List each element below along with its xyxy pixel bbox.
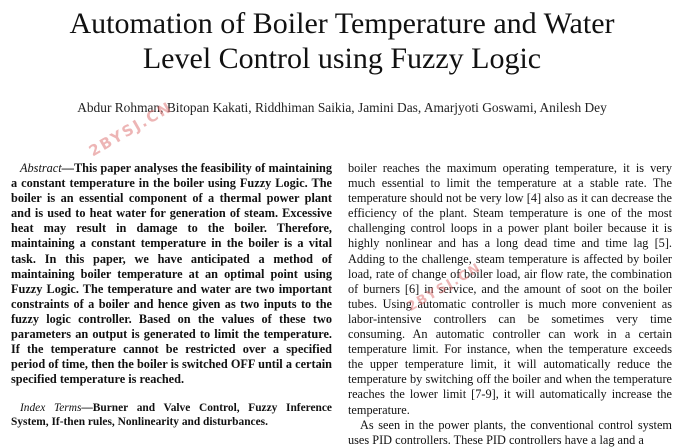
- watermark-stamp: 2BYSJ.CN: [85, 97, 176, 161]
- paper-title: [0, 6, 684, 76]
- body-paragraph-1: boiler reaches the maximum operating temperature, it is very much essential to limit the temperature at a stable rate. The temperature should not be very low [4] also as it can decrease the efficiency of the plant. Steam temperature is one of the most challenging control loops in a power plant boiler because it is highly nonlinear and has a long dead time and time lag [5]. Adding to the challenge, steam temperature is affected by boiler load, rate of change of boiler load, air flow rate, the combination of burners [6] in service, and the amount of soot on the boiler tubes. Using automatic controller is much more convenient as labor-intensive controllers can be sometimes very time consuming. An automatic controller can work in a certain temperature limit. For instance, when the temperature exceeds the upper temperature limit, it will automatically reduce the temperature by switching off the boiler and when the temperature reaches the lower limit [7-9], it will automatically increase the temperature.: [348, 161, 672, 417]
- left-column: [11, 161, 332, 429]
- author-list: Abdur Rohman, Bitopan Kakati, Riddhiman Saikia, Jamini Das, Amarjyoti Goswami, Anilesh Dey: [77, 100, 607, 115]
- body-paragraph-2: As seen in the power plants, the conventional control system uses PID controllers. These PID controllers have a lag and a: [348, 417, 672, 447]
- paper-title-line-2: Level Control using Fuzzy Logic: [142, 42, 542, 75]
- watermark-stamp: 2BYSJ.CN: [404, 260, 485, 315]
- index-terms: [11, 401, 332, 429]
- abstract: [11, 161, 332, 387]
- abstract-label: Abstract: [20, 161, 62, 175]
- index-terms-text: —Burner and Valve Control, Fuzzy Inference System, If-then rules, Nonlinearity and disturbances.: [11, 402, 332, 429]
- index-terms-label: Index Terms: [20, 402, 82, 415]
- paper-title-line-1: Automation of Boiler Temperature and Water: [69, 7, 615, 40]
- abstract-text: —This paper analyses the feasibility of maintaining a constant temperature in the boiler using Fuzzy Logic. The boiler is an essential component of a thermal power plant and is used to heat water for generation of steam. Excessive heat may result in damage to the boiler. Therefore, maintaining a constant temperature in the boiler is a vital task. In this paper, we have anticipated a method of maintaining boiler temperature at an optimal point using Fuzzy Logic. The temperature and water are two important constraints of a boiler and hence given as two inputs to the fuzzy logic controller. Based on the values of these two parameters an output is generated to limit the temperature. If the temperature cannot be restricted over a specified period of time, then the boiler is switched OFF until a certain specified temperature is reached.: [11, 161, 332, 387]
- right-column: [348, 161, 672, 448]
